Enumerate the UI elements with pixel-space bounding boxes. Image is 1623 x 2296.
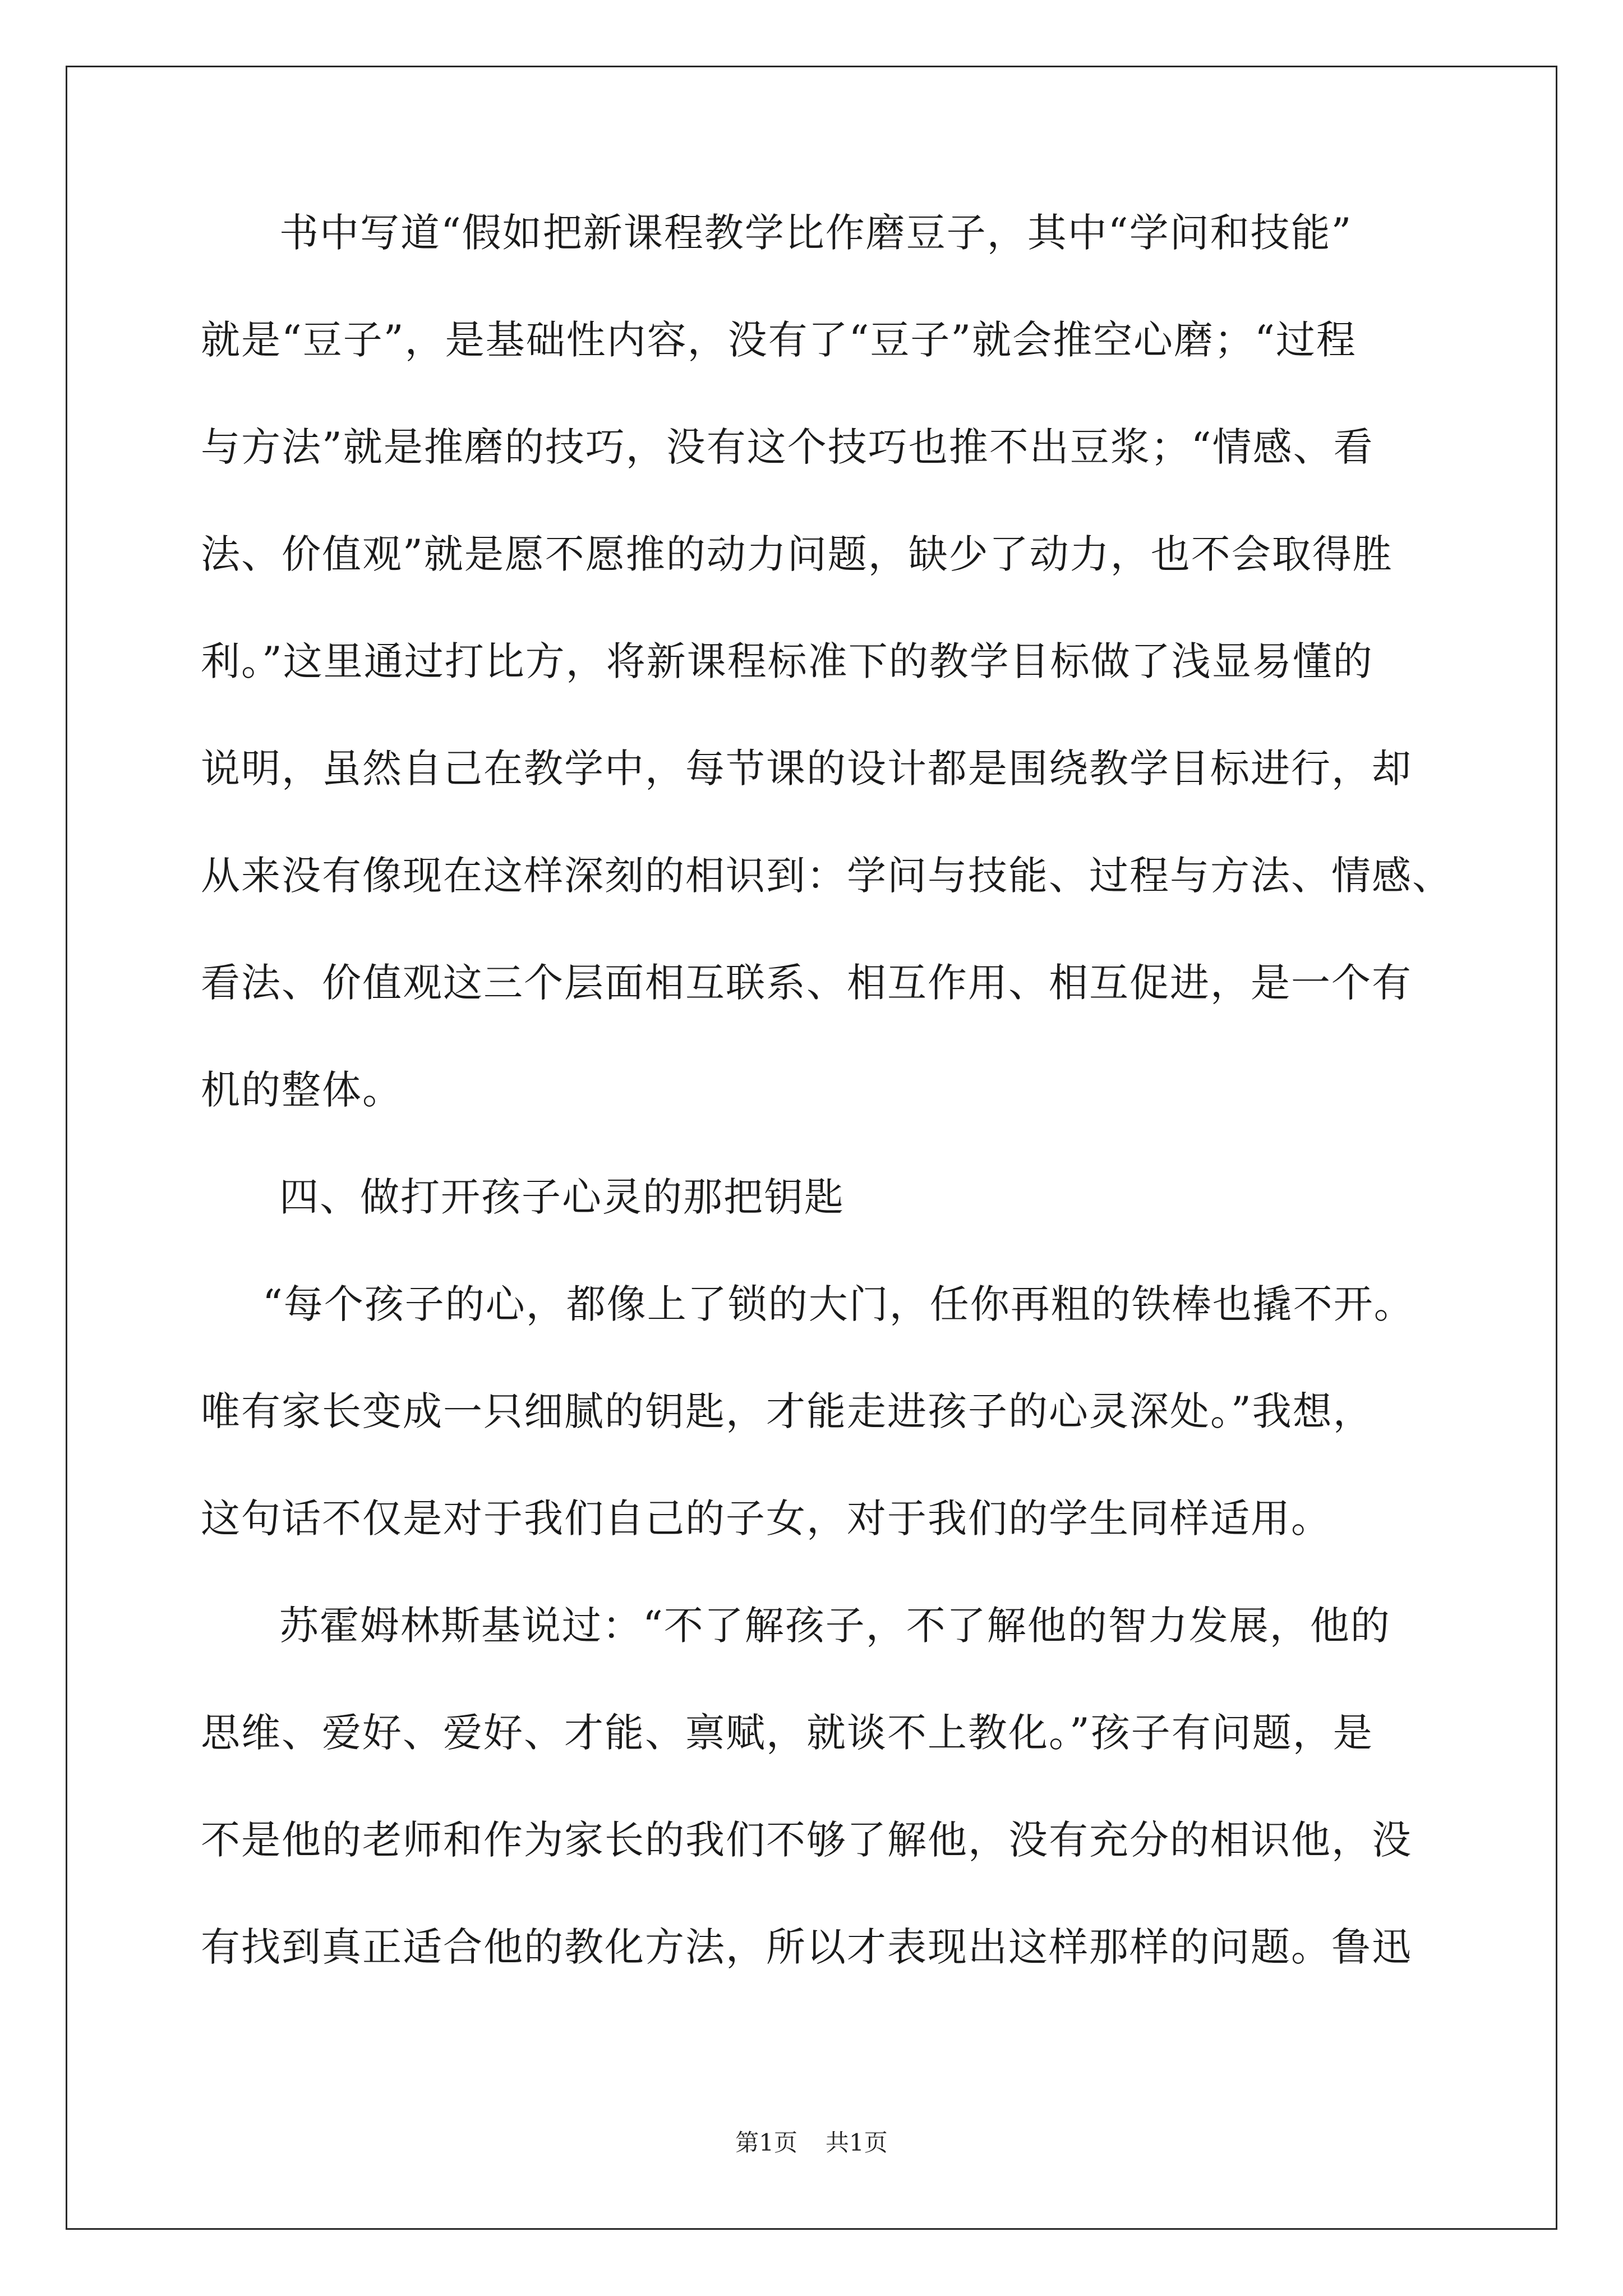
page-number-total: 共1页	[826, 2129, 888, 2156]
text-line: 说明，虽然自己在教学中，每节课的设计都是围绕教学目标进行，却	[201, 746, 1412, 792]
text-line: 不是他的老师和作为家长的我们不够了解他，没有充分的相识他，没	[201, 1817, 1412, 1863]
text-line: 苏霍姆林斯基说过：“不了解孩子，不了解他的智力发展，他的	[279, 1603, 1391, 1649]
text-line: 利。”这里通过打比方，将新课程标准下的教学目标做了浅显易懂的	[201, 638, 1373, 684]
text-line: “每个孩子的心，都像上了锁的大门，任你再粗的铁棒也撬不开。	[262, 1281, 1414, 1327]
text-line: 与方法”就是推磨的技巧，没有这个技巧也推不出豆浆；“情感、看	[201, 424, 1374, 470]
text-line: 法、价值观”就是愿不愿推的动力问题，缺少了动力，也不会取得胜	[201, 531, 1393, 577]
text-line: 思维、爱好、爱好、才能、禀赋，就谈不上教化。”孩子有问题，是	[201, 1710, 1373, 1756]
text-line: 有找到真正适合他的教化方法，所以才表现出这样那样的问题。鲁迅	[201, 1924, 1412, 1970]
page-border	[66, 66, 1557, 2230]
text-line: 机的整体。	[201, 1067, 403, 1113]
text-line: 看法、价值观这三个层面相互联系、相互作用、相互促进，是一个有	[201, 960, 1412, 1006]
page-number-current: 第1页	[735, 2129, 797, 2156]
text-line: 这句话不仅是对于我们自己的子女，对于我们的学生同样适用。	[201, 1496, 1331, 1542]
page-footer	[0, 2126, 1623, 2160]
text-line: 从来没有像现在这样深刻的相识到：学问与技能、过程与方法、情感、	[201, 853, 1453, 899]
section-heading: 四、做打开孩子心灵的那把钥匙	[279, 1174, 845, 1220]
text-line: 就是“豆子”，是基础性内容，没有了“豆子”就会推空心磨；“过程	[201, 317, 1357, 363]
text-line: 唯有家长变成一只细腻的钥匙，才能走进孩子的心灵深处。”我想，	[201, 1388, 1373, 1434]
text-line: 书中写道“假如把新课程教学比作磨豆子，其中“学问和技能”	[279, 210, 1353, 256]
